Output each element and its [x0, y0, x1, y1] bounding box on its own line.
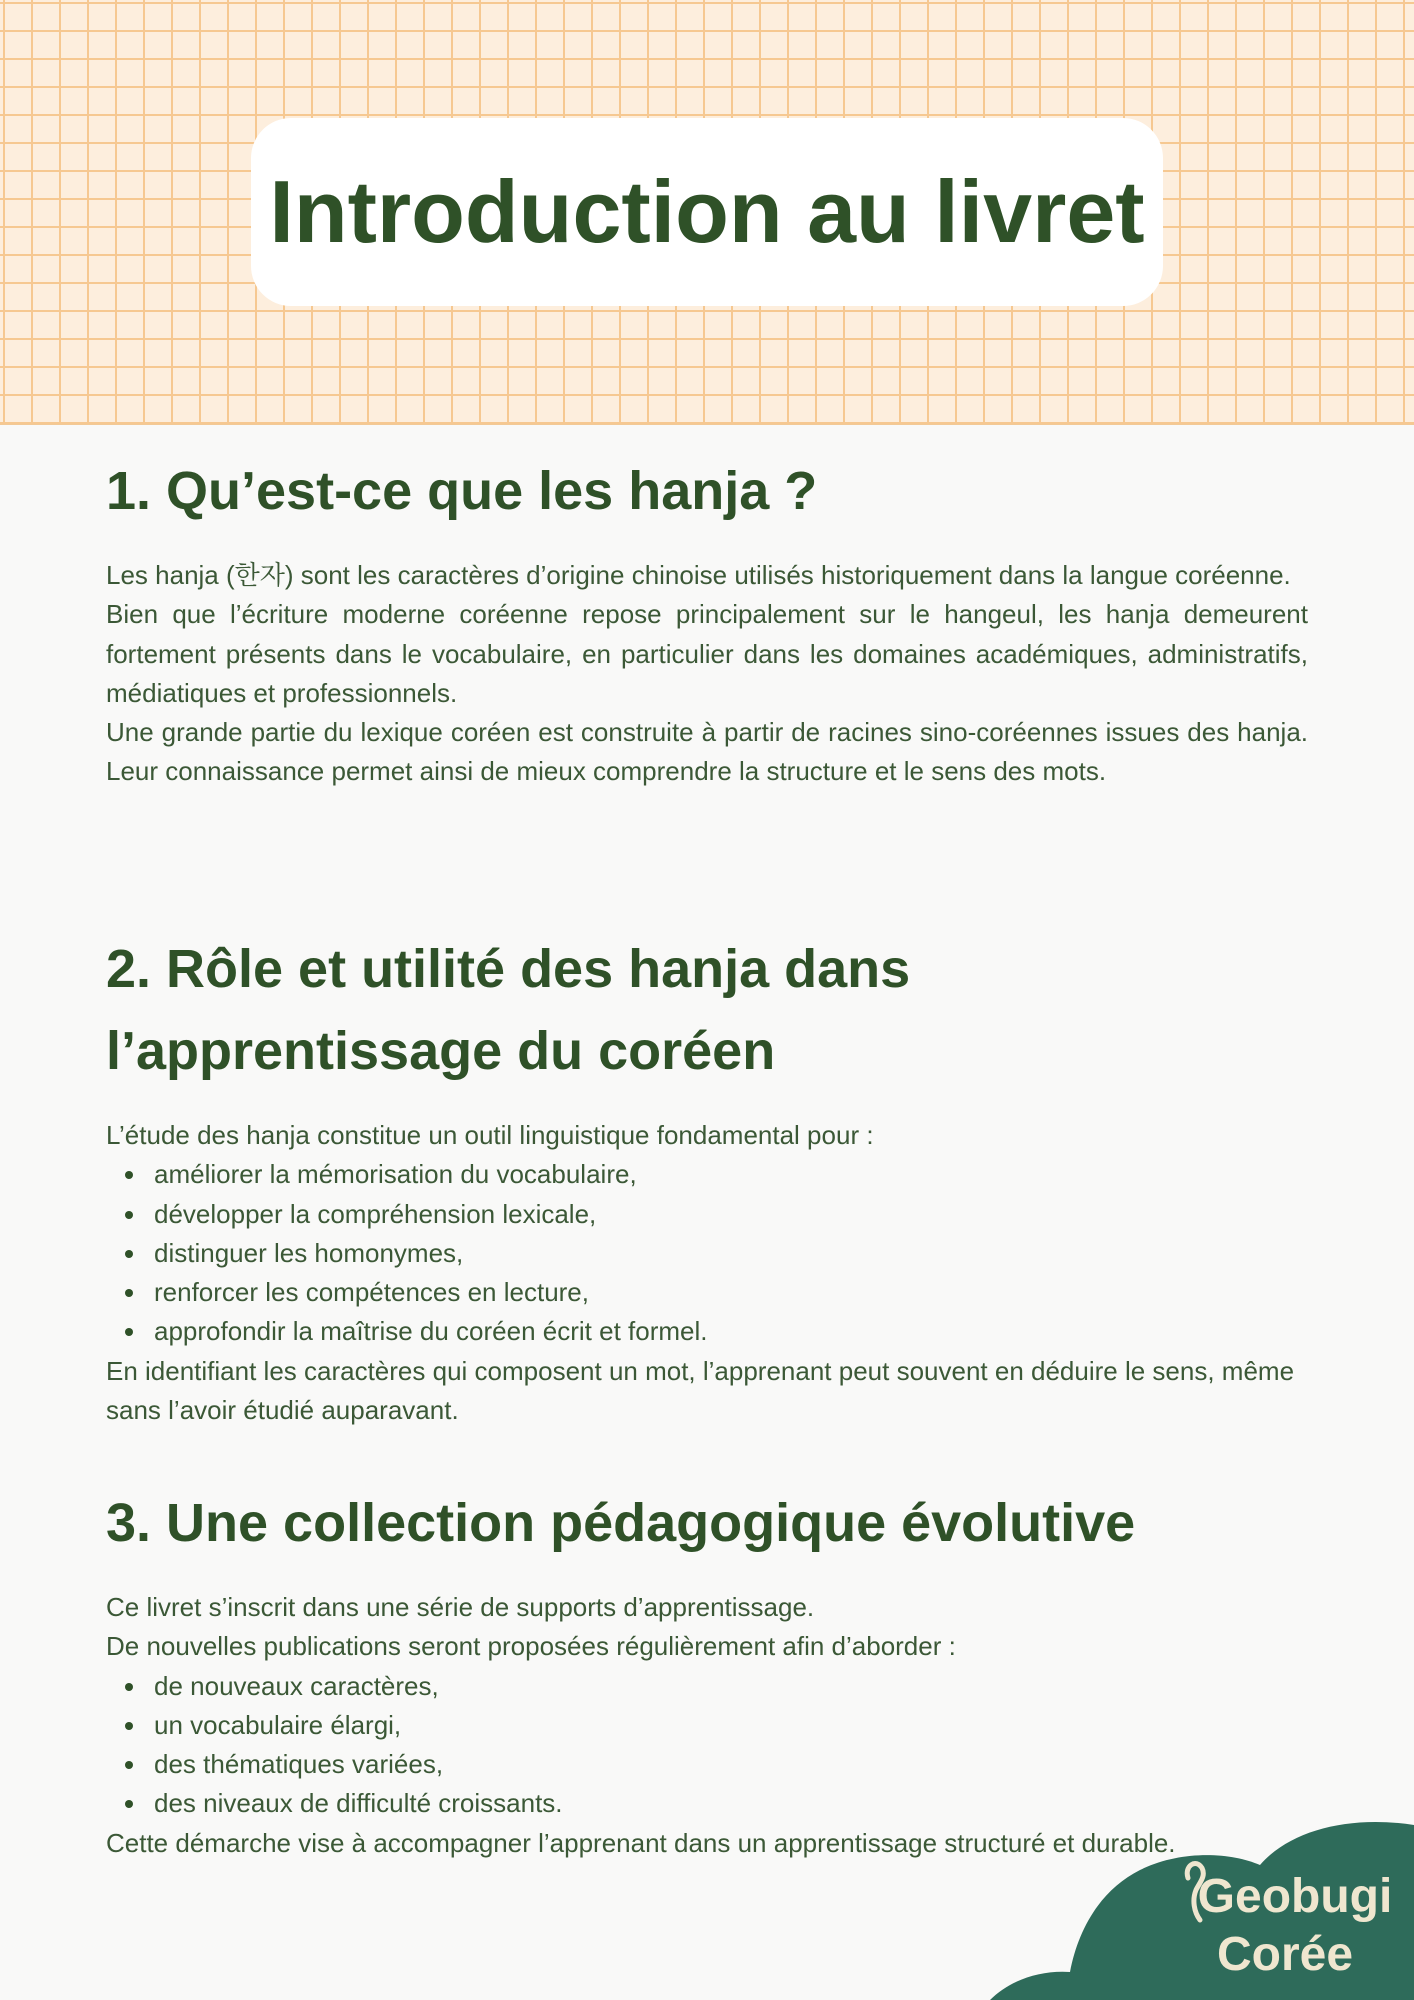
list-item: développer la compréhension lexicale,	[154, 1195, 1308, 1234]
list-item: un vocabulaire élargi,	[154, 1706, 1308, 1745]
section-body	[106, 556, 1308, 792]
geobugi-logo	[990, 1820, 1414, 2000]
bullet-list	[106, 1155, 1308, 1351]
list-item: approfondir la maîtrise du coréen écrit et formel.	[154, 1312, 1308, 1351]
paragraph: Ce livret s’inscrit dans une série de supports d’apprentissage.	[106, 1592, 815, 1622]
paragraph: Une grande partie du lexique coréen est construite à partir de racines sino-coréennes issues des hanja. Leur connaissance permet ainsi de mieux comprendre la structure et le sens des mots.	[106, 717, 1308, 787]
section-heading: 1. Qu’est-ce que les hanja ?	[106, 461, 818, 521]
page-title: Introduction au livret	[269, 162, 1145, 261]
title-card	[251, 118, 1163, 306]
paragraph: Bien que l’écriture moderne coréenne repose principalement sur le hangeul, les hanja demeurent fortement présents dans le vocabulaire, en particulier dans les domaines académiques, administratifs, médiatiques et professionnels.	[106, 599, 1308, 708]
section-heading: 3. Une collection pédagogique évolutive	[106, 1493, 1136, 1553]
logo-text-line1: Geobugi	[1197, 1870, 1393, 1923]
list-item: distinguer les homonymes,	[154, 1234, 1308, 1273]
list-item: des thématiques variées,	[154, 1745, 1308, 1784]
list-item: de nouveaux caractères,	[154, 1667, 1308, 1706]
section-what-are-hanja	[106, 450, 1308, 792]
paragraph: Cette démarche vise à accompagner l’apprenant dans un apprentissage structuré et durable.	[106, 1827, 1176, 1858]
paragraph: De nouvelles publications seront proposées régulièrement afin d’aborder :	[106, 1631, 956, 1662]
paragraph: En identifiant les caractères qui composent un mot, l’apprenant peut souvent en déduire le sens, même sans l’avoir étudié auparavant.	[106, 1355, 1295, 1426]
list-item: des niveaux de difficulté croissants.	[154, 1784, 1308, 1823]
section-body	[106, 1116, 1308, 1430]
section-role-utility	[106, 928, 1308, 1430]
section-collection	[106, 1482, 1308, 1863]
list-item: améliorer la mémorisation du vocabulaire,	[154, 1155, 1308, 1194]
header-grid-banner	[0, 0, 1414, 425]
list-item: renforcer les compétences en lecture,	[154, 1273, 1308, 1312]
section-heading: 2. Rôle et utilité des hanja dans l’apprentissage du coréen	[106, 939, 911, 1081]
paragraph: Les hanja (한자) sont les caractères d’origine chinoise utilisés historiquement dans la langue coréenne.	[106, 560, 1291, 590]
bullet-list	[106, 1667, 1308, 1824]
paragraph: L’étude des hanja constitue un outil linguistique fondamental pour :	[106, 1120, 874, 1150]
logo-text-line2: Corée	[1216, 1928, 1354, 1981]
